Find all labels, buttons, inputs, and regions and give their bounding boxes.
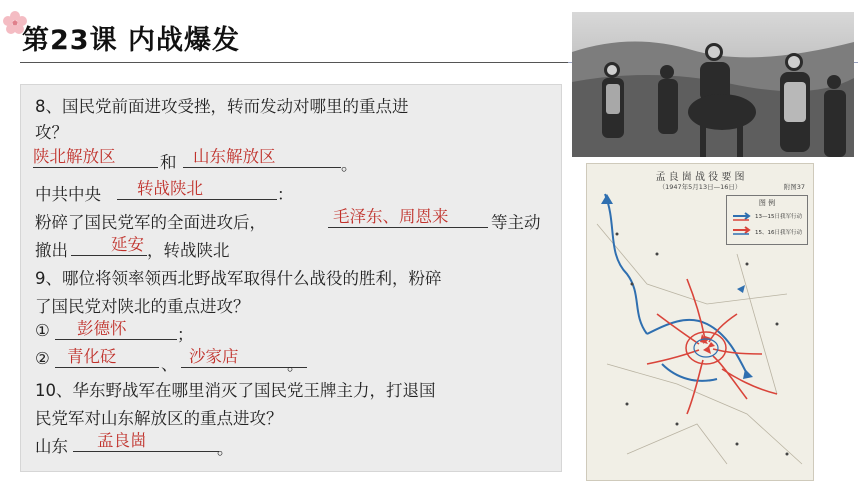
q9-b-sep: 、 bbox=[161, 355, 178, 374]
q9-b-answer-2: 沙家店 bbox=[189, 347, 239, 366]
q8-answer-2: 山东解放区 bbox=[193, 147, 276, 166]
q10-blank bbox=[73, 451, 219, 452]
q9-b-answer-1: 青化砭 bbox=[67, 347, 117, 366]
battle-map bbox=[586, 163, 814, 481]
q8-end: 。 bbox=[341, 155, 358, 174]
legend-title: 图 例 bbox=[758, 199, 776, 207]
q9-a-answer: 彭德怀 bbox=[77, 319, 127, 338]
map-subtitle: （1947年5月13日—16日） bbox=[658, 183, 742, 191]
q8c-text-line1: 粉碎了国民党军的全面进攻后， bbox=[35, 213, 266, 232]
question-panel bbox=[20, 84, 562, 472]
q8b-answer: 转战陕北 bbox=[137, 179, 203, 198]
q10-text-line1: 10、华东野战军在哪里消灭了国民党王牌主力，打退国 bbox=[35, 381, 436, 400]
q8-text-line1: 8、国民党前面进攻受挫，转而发动对哪里的重点进 bbox=[35, 97, 409, 116]
historical-photo bbox=[572, 12, 854, 157]
q9-text-line1: 9、哪位将领率领西北野战军取得什么战役的胜利，粉碎 bbox=[35, 269, 442, 288]
q9-b-end: 。 bbox=[287, 355, 304, 374]
q8c-answer-2: 延安 bbox=[111, 235, 144, 254]
q8b-end: ： bbox=[277, 185, 294, 204]
q8-and: 和 bbox=[160, 153, 177, 172]
q8c-answer-1: 毛泽东、周恩来 bbox=[333, 207, 449, 226]
q8c-after: 等主动 bbox=[491, 213, 541, 232]
map-illustration bbox=[587, 164, 813, 480]
legend-item-2: 15、16日我军行动 bbox=[755, 230, 802, 236]
map-ref: 附图37 bbox=[783, 183, 805, 191]
map-title: 孟 良 崮 战 役 要 图 bbox=[655, 172, 745, 183]
q8c-blank-1 bbox=[328, 227, 488, 228]
q8-blank-2 bbox=[183, 167, 341, 168]
q9-b-blank-1 bbox=[55, 367, 159, 368]
q9-text-line2: 了国民党对陕北的重点进攻？ bbox=[35, 297, 250, 316]
q9-a-mark: ① bbox=[35, 321, 50, 340]
photo-illustration bbox=[572, 12, 854, 157]
q10-prefix: 山东 bbox=[35, 437, 68, 456]
q8b-prefix: 中共中央 bbox=[35, 185, 101, 204]
q9-a-blank bbox=[55, 339, 177, 340]
q8-blank-1 bbox=[33, 167, 158, 168]
q8-text-line2: 攻？ bbox=[35, 123, 68, 142]
q10-text-line2: 民党军对山东解放区的重点进攻？ bbox=[35, 409, 283, 428]
legend-item-1: 13—15日我军行动 bbox=[755, 214, 802, 220]
q8c-line2-end: ，转战陕北 bbox=[147, 241, 230, 260]
title-divider bbox=[20, 62, 568, 63]
q9-b-mark: ② bbox=[35, 349, 50, 368]
q8b-blank bbox=[117, 199, 277, 200]
q8c-blank-2 bbox=[71, 255, 147, 256]
page-title: 第23课 内战爆发 bbox=[22, 25, 240, 56]
q8c-line2-prefix: 撤出 bbox=[35, 241, 68, 260]
q8-answer-1: 陕北解放区 bbox=[33, 147, 116, 166]
q10-end: 。 bbox=[217, 439, 234, 458]
q10-answer: 孟良崮 bbox=[97, 431, 147, 450]
q9-a-end: ； bbox=[177, 325, 194, 344]
